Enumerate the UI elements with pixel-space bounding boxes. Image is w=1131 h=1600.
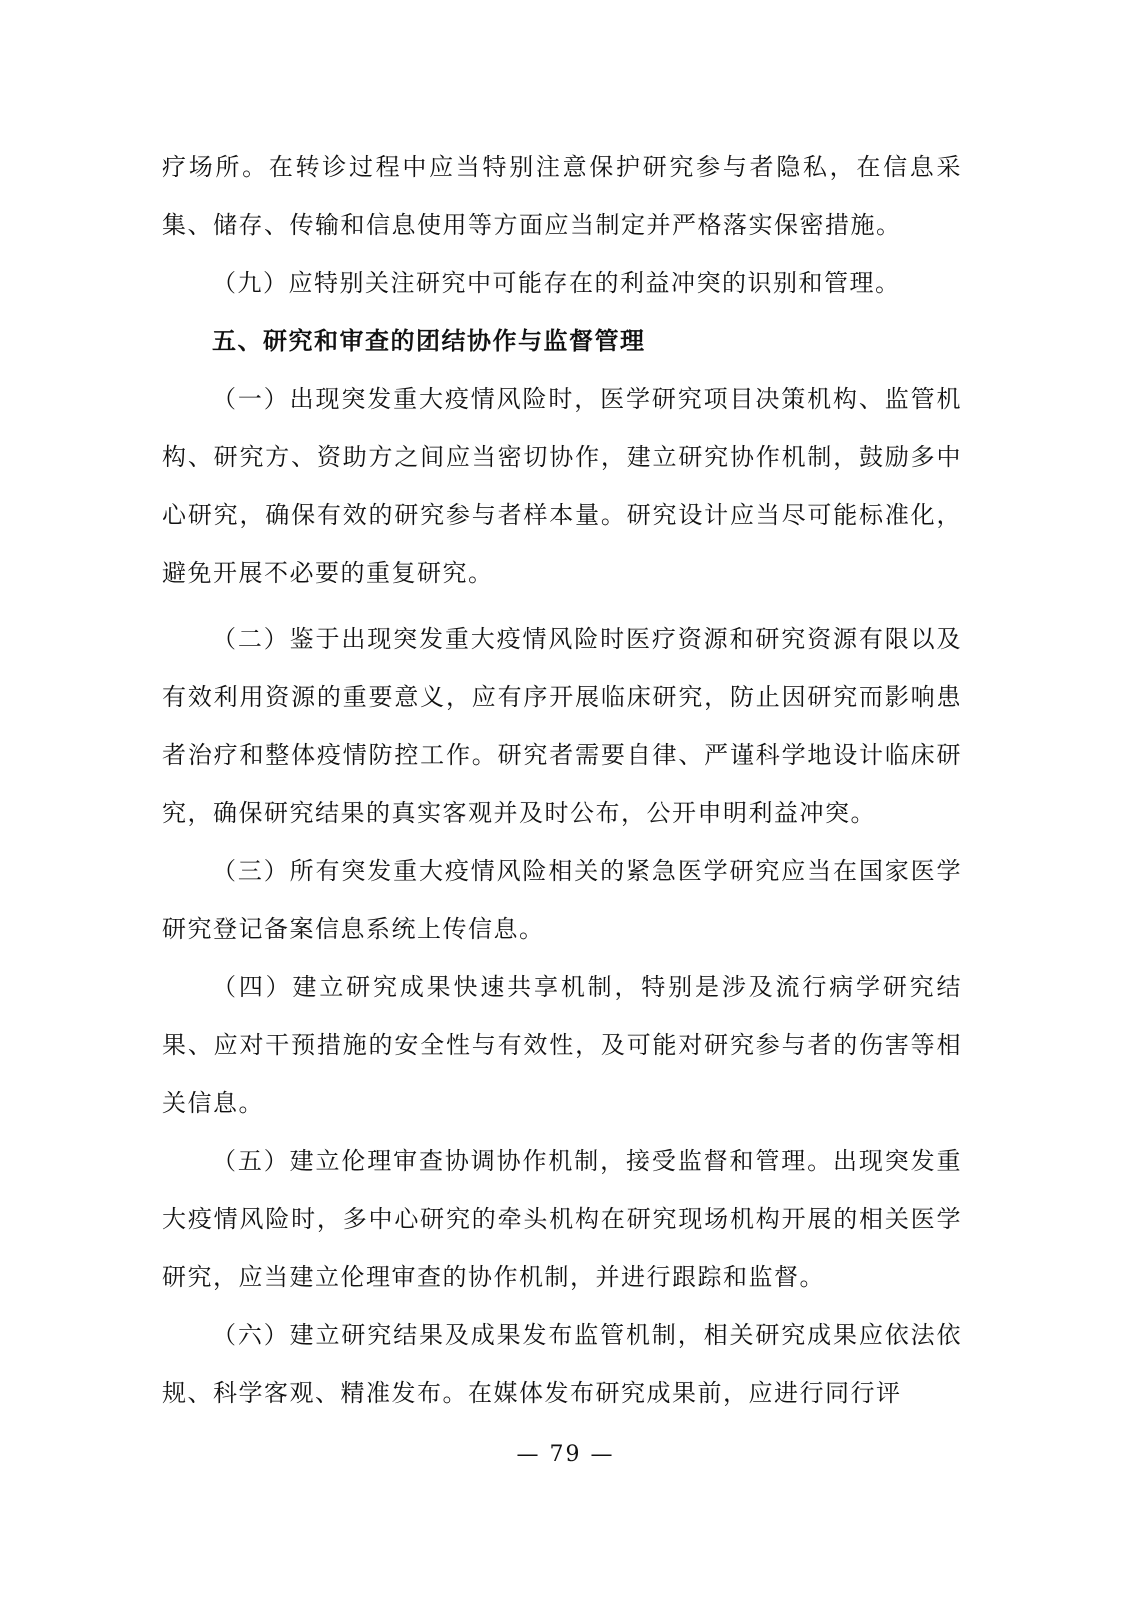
section-heading: 五、研究和审查的团结协作与监督管理 bbox=[212, 327, 646, 355]
paragraph-item-6: （六）建立研究结果及成果发布监管机制，相关研究成果应依法依规、科学客观、精准发布。在媒体发布研究成果前，应进行同行评 bbox=[162, 1321, 962, 1407]
page-number: — 79 — bbox=[516, 1442, 615, 1467]
paragraph-item-5: （五）建立伦理审查协调协作机制，接受监督和管理。出现突发重大疫情风险时，多中心研究的牵头机构在研究现场机构开展的相关医学研究，应当建立伦理审查的协作机制，并进行跟踪和监督。 bbox=[162, 1147, 962, 1291]
paragraph-item-3: （三）所有突发重大疫情风险相关的紧急医学研究应当在国家医学研究登记备案信息系统上传信息。 bbox=[162, 857, 962, 943]
document-body bbox=[162, 138, 962, 1422]
paragraph-item-1: （一）出现突发重大疫情风险时，医学研究项目决策机构、监管机构、研究方、资助方之间应当密切协作，建立研究协作机制，鼓励多中心研究，确保有效的研究参与者样本量。研究设计应当尽可能标准化，避免开展不必要的重复研究。 bbox=[162, 385, 962, 587]
paragraph-continuation: 疗场所。在转诊过程中应当特别注意保护研究参与者隐私，在信息采集、储存、传输和信息使用等方面应当制定并严格落实保密措施。 bbox=[162, 153, 962, 239]
paragraph-item-2: （二）鉴于出现突发重大疫情风险时医疗资源和研究资源有限以及有效利用资源的重要意义，应有序开展临床研究，防止因研究而影响患者治疗和整体疫情防控工作。研究者需要自律、严谨科学地设计临床研究，确保研究结果的真实客观并及时公布，公开申明利益冲突。 bbox=[162, 625, 962, 827]
paragraph-item-4: （四）建立研究成果快速共享机制，特别是涉及流行病学研究结果、应对干预措施的安全性与有效性，及可能对研究参与者的伤害等相关信息。 bbox=[162, 973, 962, 1117]
paragraph-item-9: （九）应特别关注研究中可能存在的利益冲突的识别和管理。 bbox=[212, 269, 901, 297]
